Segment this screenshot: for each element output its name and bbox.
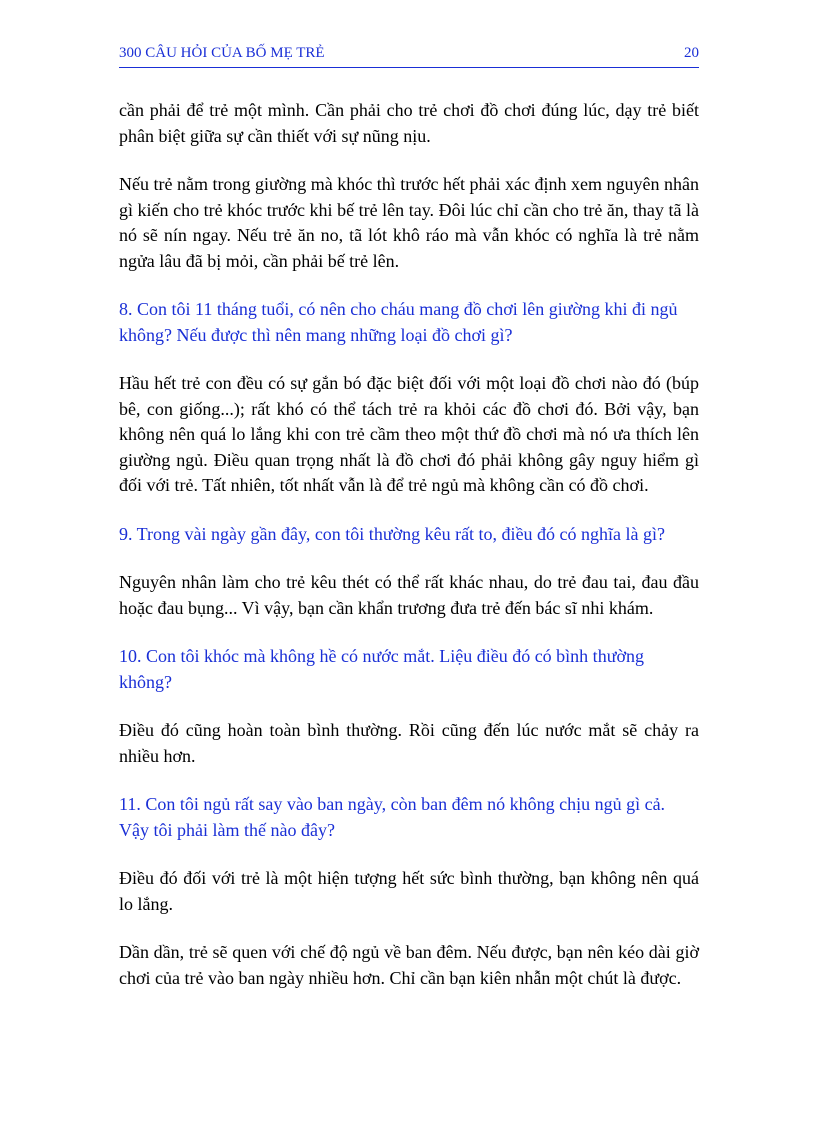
question-8: 8. Con tôi 11 tháng tuổi, có nên cho cháu mang đồ chơi lên giường khi đi ngủ không? Nếu được thì nên mang những loại đồ chơi gì? xyxy=(119,299,678,345)
answer-9: Nguyên nhân làm cho trẻ kêu thét có thể rất khác nhau, do trẻ đau tai, đau đầu hoặc đau bụng... Vì vậy, bạn cần khẩn trương đưa trẻ đến bác sĩ nhi khám. xyxy=(119,572,699,618)
answer-10: Điều đó cũng hoàn toàn bình thường. Rồi cũng đến lúc nước mắt sẽ chảy ra nhiều hơn. xyxy=(119,720,699,766)
answer-paragraph: Nếu trẻ nằm trong giường mà khóc thì trước hết phải xác định xem nguyên nhân gì kiến cho trẻ khóc trước khi bế trẻ lên tay. Đôi lúc chỉ cần cho trẻ ăn, thay tã là nó sẽ nín ngay. Nếu trẻ ăn no, tã lót khô ráo mà vẫn khóc có nghĩa là trẻ nằm ngửa lâu đã bị mỏi, cần phải bế trẻ lên. xyxy=(119,174,699,271)
question-11: 11. Con tôi ngủ rất say vào ban ngày, còn ban đêm nó không chịu ngủ gì cả. Vậy tôi phải làm thế nào đây? xyxy=(119,794,666,840)
answer-continued-paragraph: cần phải để trẻ một mình. Cần phải cho trẻ chơi đồ chơi đúng lúc, dạy trẻ biết phân biệt giữa sự cần thiết với sự nũng nịu. xyxy=(119,100,699,146)
book-title: 300 CÂU HỎI CỦA BỐ MẸ TRẺ xyxy=(119,45,325,61)
answer-11-part-2: Dần dần, trẻ sẽ quen với chế độ ngủ về ban đêm. Nếu được, bạn nên kéo dài giờ chơi của trẻ vào ban ngày nhiều hơn. Chỉ cần bạn kiên nhẫn một chút là được. xyxy=(119,942,699,988)
page-number: 20 xyxy=(684,45,699,61)
page-content xyxy=(119,98,699,991)
question-9: 9. Trong vài ngày gần đây, con tôi thường kêu rất to, điều đó có nghĩa là gì? xyxy=(119,523,666,544)
question-10: 10. Con tôi khóc mà không hề có nước mắt. Liệu điều đó có bình thường không? xyxy=(119,646,644,692)
running-header xyxy=(119,44,699,68)
answer-11-part-1: Điều đó đối với trẻ là một hiện tượng hết sức bình thường, bạn không nên quá lo lắng. xyxy=(119,868,699,914)
answer-8: Hầu hết trẻ con đều có sự gắn bó đặc biệt đối với một loại đồ chơi nào đó (búp bê, con giống...); rất khó có thể tách trẻ ra khỏi các đồ chơi đó. Bởi vậy, bạn không nên quá lo lắng khi con trẻ cầm theo một thứ đồ chơi mà nó ưa thích lên giường ngủ. Điều quan trọng nhất là đồ chơi đó phải không gây nguy hiểm gì đối với trẻ. Tất nhiên, tốt nhất vẫn là để trẻ ngủ mà không cần có đồ chơi. xyxy=(119,373,699,495)
document-page xyxy=(119,44,699,1014)
